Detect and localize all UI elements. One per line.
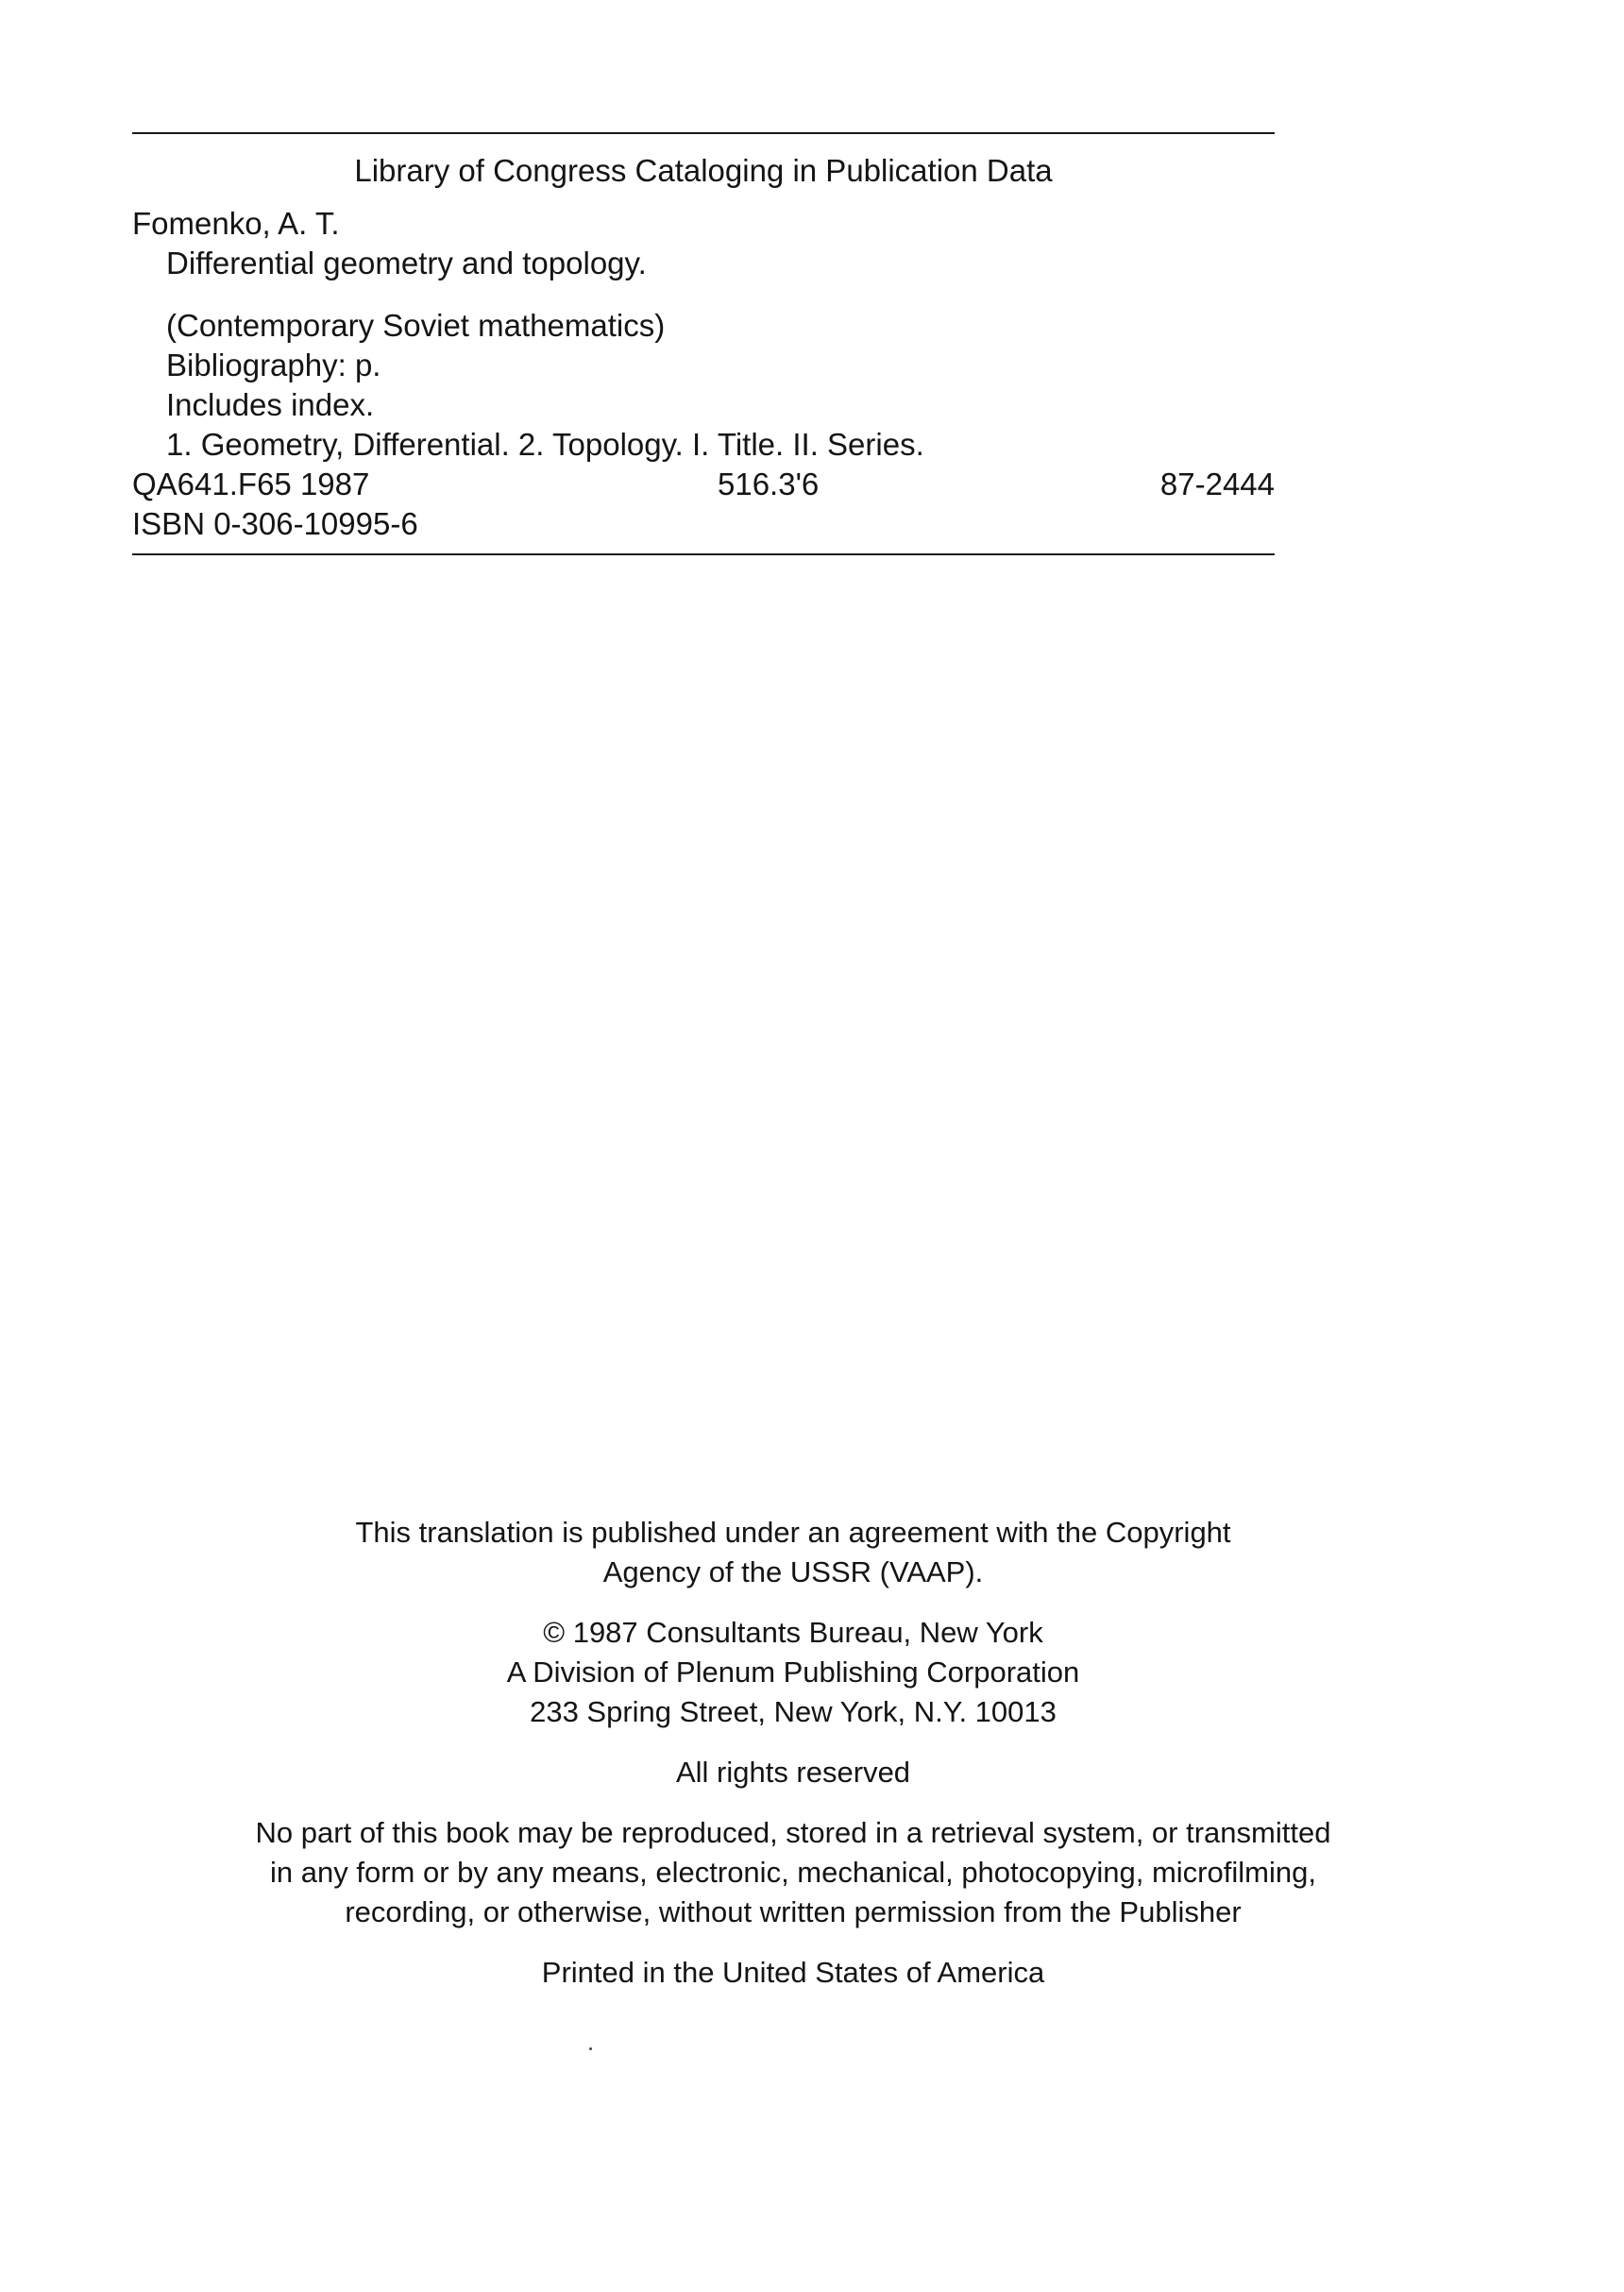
cip-dewey-number: 516.3'6 — [718, 467, 820, 501]
reproduction-restriction-line-2: in any form or by any means, electronic, mechanical, photocopying, microfilming, — [270, 1856, 1316, 1889]
copyright-notice: © 1987 Consultants Bureau, New York — [543, 1616, 1043, 1649]
publisher-division: A Division of Plenum Publishing Corporation — [506, 1655, 1080, 1689]
cip-call-number: QA641.F65 1987 — [132, 467, 370, 501]
rights-reserved: All rights reserved — [675, 1756, 911, 1789]
printed-in-note: Printed in the United States of America — [541, 1956, 1045, 1989]
cip-subjects: 1. Geometry, Differential. 2. Topology. I. Title. II. Series. — [166, 427, 924, 462]
cip-bibliography: Bibliography: p. — [166, 348, 381, 382]
reproduction-restriction-line-1: No part of this book may be reproduced, stored in a retrieval system, or transmitted — [255, 1816, 1331, 1849]
cip-lccn: 87-2444 — [1159, 467, 1275, 501]
cip-top-rule — [132, 132, 1275, 134]
cip-bottom-rule — [132, 553, 1275, 555]
cip-title: Differential geometry and topology. — [166, 246, 647, 280]
cip-heading: Library of Congress Cataloging in Publication Data — [354, 153, 1053, 188]
cip-data-block — [132, 132, 1275, 555]
translation-note-line-1: This translation is published under an agreement with the Copyright — [355, 1516, 1231, 1549]
cip-classification-row — [132, 465, 1275, 504]
cip-isbn: ISBN 0-306-10995-6 — [132, 506, 418, 541]
publisher-address: 233 Spring Street, New York, N.Y. 10013 — [530, 1695, 1057, 1728]
copyright-block — [132, 1513, 1454, 1993]
cip-index-note: Includes index. — [166, 387, 375, 422]
reproduction-restriction-line-3: recording, or otherwise, without written permission from the Publisher — [345, 1895, 1242, 1928]
stray-dot-mark — [589, 2047, 592, 2050]
cip-series: (Contemporary Soviet mathematics) — [166, 308, 666, 343]
cip-author: Fomenko, A. T. — [132, 206, 340, 241]
translation-note-line-2: Agency of the USSR (VAAP). — [602, 1555, 984, 1588]
